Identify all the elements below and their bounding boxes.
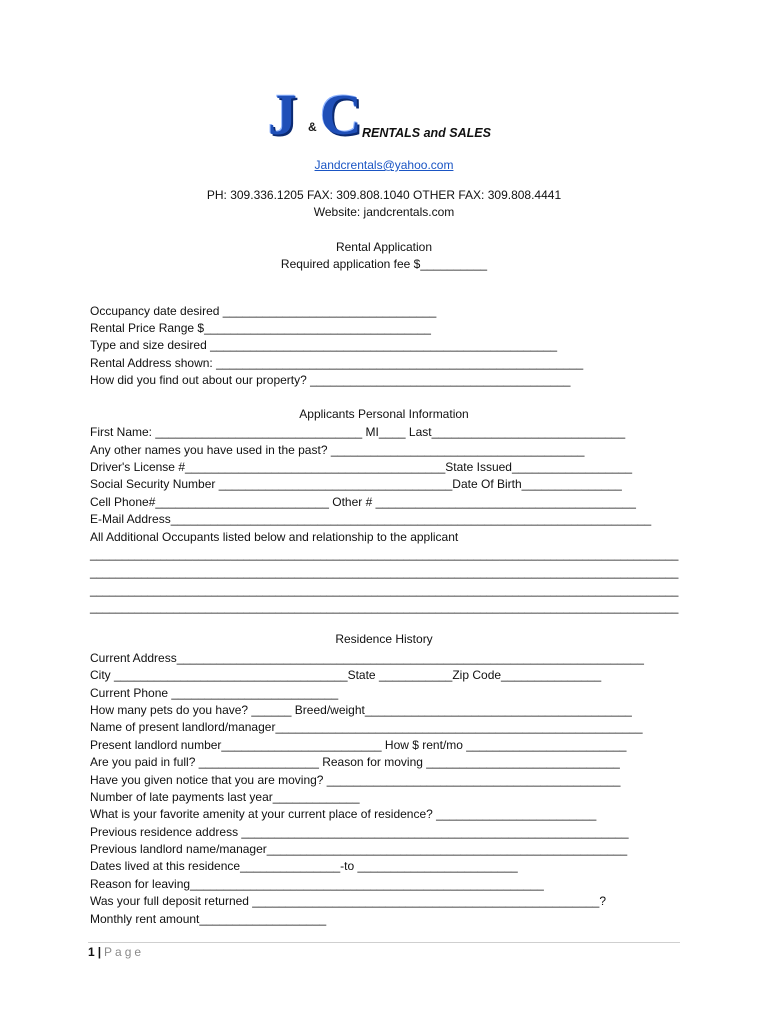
occupants-label: All Additional Occupants listed below and relationship to the applicant: [90, 530, 459, 544]
footer-divider: [88, 942, 680, 943]
occupants-line-2[interactable]: ____________________________________________________________________________________________: [90, 567, 679, 579]
company-logo: [268, 82, 508, 148]
occupants-line-3[interactable]: ____________________________________________________________________________________________: [90, 585, 679, 597]
notice-given-field[interactable]: Have you given notice that you are moving? ____________________________________________: [90, 773, 621, 787]
current-address-field[interactable]: Current Address______________________________________________________________________: [90, 651, 644, 665]
reason-leaving-field[interactable]: Reason for leaving_____________________________________________________: [90, 877, 544, 891]
current-phone-field[interactable]: Current Phone _________________________: [90, 686, 339, 700]
logo-letter-c: C: [320, 82, 362, 147]
price-range-field[interactable]: Rental Price Range $__________________________________: [90, 321, 431, 335]
late-payments-field[interactable]: Number of late payments last year_____________: [90, 790, 360, 804]
email-address-field[interactable]: E-Mail Address________________________________________________________________________: [90, 512, 652, 526]
page-footer: [88, 945, 144, 959]
occupancy-date-field[interactable]: Occupancy date desired ________________________________: [90, 304, 437, 318]
favorite-amenity-field[interactable]: What is your favorite amenity at your current place of residence? ________________________: [90, 807, 597, 821]
rental-address-field[interactable]: Rental Address shown: _______________________________________________________: [90, 356, 584, 370]
email-line: [0, 158, 768, 172]
email-link[interactable]: Jandcrentals@yahoo.com: [314, 158, 454, 172]
landlord-name-field[interactable]: Name of present landlord/manager_______________________________________________________: [90, 720, 643, 734]
referral-source-field[interactable]: How did you find out about our property? _______________________________________: [90, 373, 571, 387]
landlord-number-field[interactable]: Present landlord number________________________ How $ rent/mo ________________________: [90, 738, 627, 752]
personal-info-heading: Applicants Personal Information: [299, 407, 469, 421]
company-tagline: RENTALS and SALES: [362, 126, 491, 140]
dates-lived-field[interactable]: Dates lived at this residence_______________-to ________________________: [90, 859, 518, 873]
logo-ampersand: &: [308, 120, 317, 134]
previous-address-field[interactable]: Previous residence address __________________________________________________________: [90, 825, 629, 839]
footer-separator: |: [97, 945, 102, 959]
occupants-line-1[interactable]: ____________________________________________________________________________________________: [90, 549, 679, 561]
previous-landlord-field[interactable]: Previous landlord name/manager______________________________________________________: [90, 842, 628, 856]
monthly-rent-field[interactable]: Monthly rent amount___________________: [90, 912, 327, 926]
occupants-line-4[interactable]: ____________________________________________________________________________________________: [90, 602, 679, 614]
name-field[interactable]: First Name: _______________________________ MI____ Last_____________________________: [90, 425, 626, 439]
drivers-license-field[interactable]: Driver's License #_______________________________________State Issued__________________: [90, 460, 633, 474]
other-names-field[interactable]: Any other names you have used in the past? ______________________________________: [90, 443, 585, 457]
pets-field[interactable]: How many pets do you have? ______ Breed/weight________________________________________: [90, 703, 632, 717]
phone-numbers-field[interactable]: Cell Phone#__________________________ Other # _______________________________________: [90, 495, 636, 509]
ssn-dob-field[interactable]: Social Security Number ___________________________________Date Of Birth_______________: [90, 477, 622, 491]
type-size-field[interactable]: Type and size desired ____________________________________________________: [90, 338, 558, 352]
page-label: Page: [104, 945, 145, 959]
application-fee-field[interactable]: Required application fee $__________: [280, 257, 488, 271]
deposit-returned-field[interactable]: Was your full deposit returned ____________________________________________________?: [90, 894, 607, 908]
form-title: Rental Application: [335, 240, 433, 254]
paid-in-full-field[interactable]: Are you paid in full? __________________ Reason for moving _____________________________: [90, 755, 620, 769]
logo-letter-j: J: [268, 82, 297, 147]
city-state-zip-field[interactable]: City ___________________________________State ___________Zip Code_______________: [90, 668, 602, 682]
phone-fax-line: PH: 309.336.1205 FAX: 309.808.1040 OTHER FAX: 309.808.4441: [206, 188, 562, 202]
page-number: 1: [88, 945, 95, 959]
website-line: Website: jandcrentals.com: [313, 205, 455, 219]
residence-history-heading: Residence History: [335, 632, 433, 646]
